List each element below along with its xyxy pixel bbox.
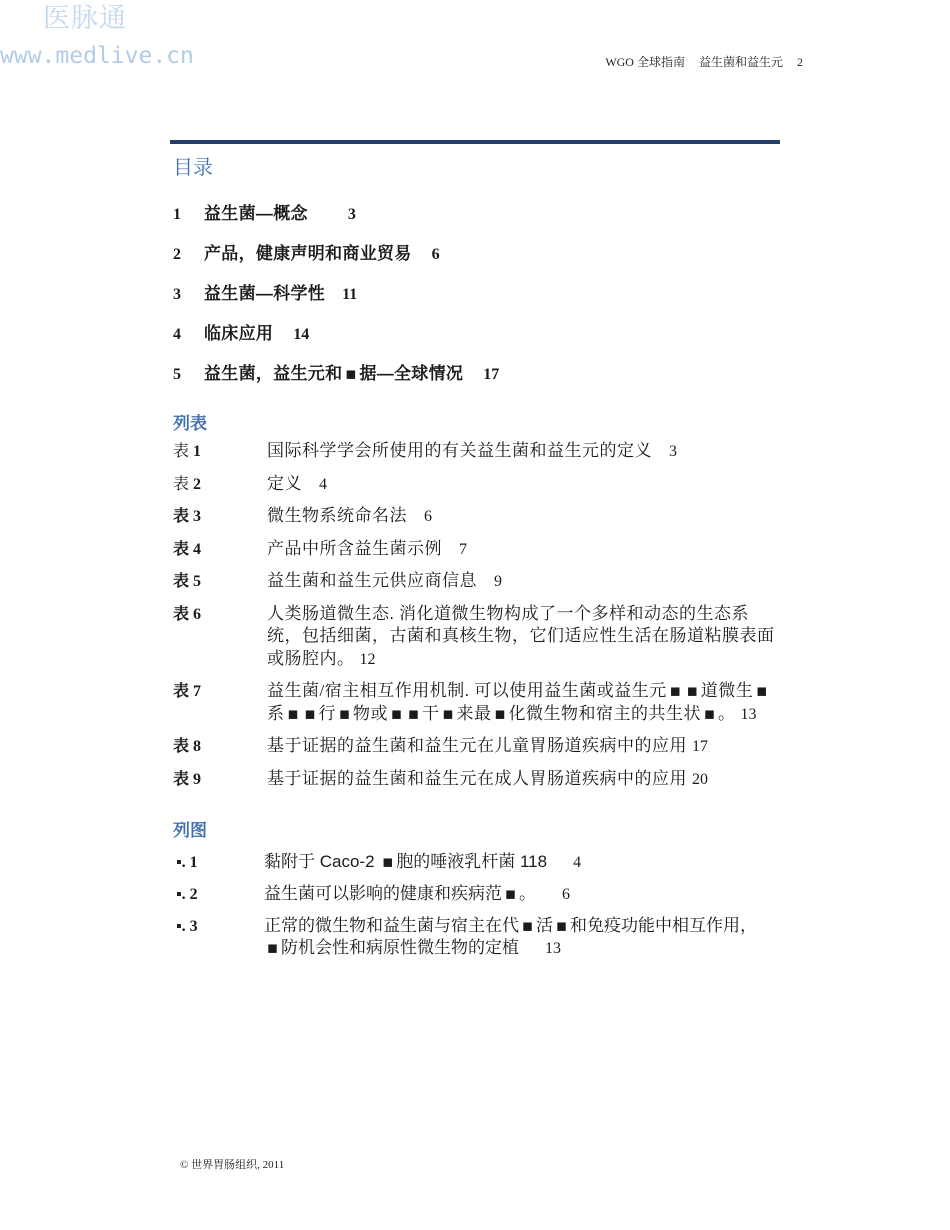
table-caption-line: 基于证据的益生菌和益生元在成人胃肠道疾病中的应用 bbox=[267, 768, 687, 788]
missing-glyph-box: ▪ bbox=[669, 681, 681, 701]
table-caption bbox=[267, 768, 708, 792]
table-label-number: 1 bbox=[193, 443, 202, 460]
figure-label-number: 3 bbox=[189, 918, 198, 935]
toc-entry bbox=[173, 202, 499, 226]
caption-line-row bbox=[264, 851, 581, 874]
table-caption-line: 系 ▪ ▪ 行 ▪ 物或 ▪ ▪ 干 ▪ 来最 ▪ 化微生物和宿主的共生状 ▪ 。 bbox=[267, 703, 736, 724]
table-page-number: 7 bbox=[459, 540, 467, 558]
caption-line-row bbox=[267, 603, 775, 626]
table-page-number: 20 bbox=[692, 770, 708, 788]
table-page-number: 13 bbox=[740, 705, 757, 723]
table-label bbox=[173, 506, 267, 529]
caption-line-row bbox=[264, 937, 757, 960]
table-caption-line: 国际科学学会所使用的有关益生菌和益生元的定义 bbox=[267, 441, 652, 460]
table-caption-line: 益生菌和益生元供应商信息 bbox=[267, 571, 477, 590]
figure-label bbox=[176, 852, 264, 874]
table-caption-line: 人类肠道微生态. 消化道微生物构成了一个多样和动态的生态系 bbox=[267, 603, 749, 623]
missing-glyph-box: ▪ bbox=[521, 916, 534, 936]
toc-entry-page: 3 bbox=[347, 206, 356, 223]
toc-entry-number: 5 bbox=[173, 366, 181, 383]
table-caption bbox=[267, 570, 502, 594]
missing-glyph-box: ▪ bbox=[494, 703, 506, 724]
missing-glyph-box: ▪ bbox=[345, 364, 357, 384]
table-label-number: 2 bbox=[193, 475, 202, 493]
toc-entry-page: 14 bbox=[293, 326, 310, 343]
toc-entry-title: 益生菌，益生元和 ▪ 据—全球情况 bbox=[204, 364, 464, 384]
figure-list-title: 列图 bbox=[173, 821, 207, 840]
toc-entry-page: 17 bbox=[483, 366, 500, 383]
caption-line-row bbox=[267, 703, 770, 727]
table-list bbox=[173, 440, 775, 800]
table-caption-line: 益生菌/宿主相互作用机制. 可以使用益生菌或益生元 ▪ ▪ 道微生 ▪ bbox=[267, 681, 770, 700]
table-page-number: 6 bbox=[424, 508, 432, 525]
table-label-number: 8 bbox=[193, 738, 202, 755]
figure-page-number: 4 bbox=[573, 854, 582, 871]
table-caption-line: 基于证据的益生菌和益生元在儿童胃肠道疾病中的应用 bbox=[267, 736, 687, 755]
figure-page-number: 13 bbox=[545, 940, 561, 957]
figure-list-item bbox=[176, 915, 757, 960]
toc-entry-number: 4 bbox=[173, 326, 181, 343]
figure-caption-line: 黏附于 Caco-2 ▪ 胞的唾液乳杆菌 118 bbox=[264, 852, 548, 872]
table-page-number: 17 bbox=[692, 738, 708, 755]
toc-entry-page: 11 bbox=[342, 286, 358, 303]
toc-entry-number: 3 bbox=[173, 286, 181, 303]
table-list-item bbox=[173, 538, 775, 562]
missing-glyph-box: ▪ bbox=[266, 938, 279, 958]
table-page-number: 4 bbox=[319, 475, 327, 493]
table-label-prefix: 表 bbox=[173, 508, 190, 525]
toc-entry-title: 益生菌—概念 bbox=[204, 204, 308, 223]
table-caption bbox=[267, 603, 775, 672]
missing-glyph-box: ▪ bbox=[287, 703, 299, 724]
figure-label-number: 2 bbox=[189, 886, 198, 903]
running-header bbox=[605, 54, 803, 70]
table-label-prefix: 表 bbox=[173, 738, 190, 755]
figure-list bbox=[176, 851, 757, 969]
table-label-number: 4 bbox=[193, 540, 202, 558]
caption-line-row bbox=[267, 735, 708, 759]
table-label bbox=[173, 571, 267, 594]
table-list-item bbox=[173, 473, 775, 497]
table-label-prefix: 表 bbox=[173, 443, 190, 460]
figure-page-number: 6 bbox=[562, 886, 570, 903]
missing-glyph-box: ▪ bbox=[390, 703, 403, 724]
header-page-number: 2 bbox=[797, 55, 803, 69]
table-label bbox=[173, 681, 267, 704]
toc-entry bbox=[173, 282, 499, 306]
table-label-number: 3 bbox=[193, 508, 202, 525]
table-list-title: 列表 bbox=[173, 414, 207, 433]
table-label-prefix: 表 bbox=[173, 573, 190, 590]
table-label-prefix: 表 bbox=[173, 540, 190, 558]
caption-line-row bbox=[267, 768, 708, 792]
table-label bbox=[173, 539, 267, 562]
missing-glyph-box: ▪ bbox=[555, 916, 568, 936]
caption-line-row bbox=[267, 473, 327, 497]
table-caption-line: 微生物系统命名法 bbox=[267, 506, 407, 525]
table-list-item bbox=[173, 570, 775, 594]
table-label-number: 5 bbox=[193, 573, 202, 590]
table-list-item bbox=[173, 603, 775, 672]
figure-label bbox=[176, 884, 264, 906]
table-page-number: 9 bbox=[494, 573, 502, 590]
toc-title: 目录 bbox=[173, 157, 213, 179]
table-caption-line: 或肠腔内。 bbox=[267, 648, 355, 668]
toc-entry-number: 1 bbox=[173, 206, 181, 223]
table-label bbox=[173, 604, 267, 627]
table-label-prefix: 表 bbox=[173, 605, 190, 623]
toc-entry-page: 6 bbox=[431, 246, 440, 263]
table-label bbox=[173, 769, 267, 792]
caption-line-row bbox=[267, 680, 770, 703]
table-label-number: 6 bbox=[193, 605, 202, 623]
figure-caption-line: 正常的微生物和益生菌与宿主在代 ▪ 活 ▪ 和免疫功能中相互作用， bbox=[264, 916, 757, 936]
missing-glyph-box: ▪ bbox=[407, 703, 420, 724]
figure-list-item bbox=[176, 883, 757, 906]
figure-caption-line: ▪ 防机会性和病原性微生物的定植 bbox=[264, 938, 519, 957]
missing-glyph-box: ▪ bbox=[504, 884, 517, 904]
header-rule bbox=[170, 140, 780, 144]
table-caption bbox=[267, 440, 677, 464]
missing-glyph-box: ▪ bbox=[755, 681, 768, 701]
figure-caption-line: 益生菌可以影响的健康和疾病范 ▪ 。 bbox=[264, 884, 536, 904]
caption-line-row bbox=[267, 440, 677, 464]
toc-entry bbox=[173, 322, 499, 346]
table-caption bbox=[267, 505, 432, 529]
table-caption bbox=[267, 735, 708, 759]
caption-line-row bbox=[267, 505, 432, 529]
table-label bbox=[173, 474, 267, 497]
header-topic: 益生菌和益生元 bbox=[698, 55, 783, 69]
table-list-item bbox=[173, 768, 775, 792]
missing-glyph-box: ▪ bbox=[338, 703, 351, 724]
figure-label-prefix: ▪. bbox=[176, 854, 186, 871]
figure-label-prefix: ▪. bbox=[176, 918, 186, 935]
figure-label bbox=[176, 916, 264, 938]
watermark-url: www.medlive.cn bbox=[0, 43, 194, 69]
table-label-number: 9 bbox=[193, 770, 202, 788]
toc-entry-title: 产品，健康声明和商业贸易 bbox=[204, 244, 412, 263]
table-list-item bbox=[173, 735, 775, 759]
table-caption-line: 定义 bbox=[267, 473, 302, 493]
caption-line-row bbox=[267, 625, 775, 648]
toc-entry bbox=[173, 242, 499, 266]
table-label-number: 7 bbox=[193, 683, 202, 700]
table-list-item bbox=[173, 505, 775, 529]
toc-entry-number: 2 bbox=[173, 246, 181, 263]
figure-caption bbox=[264, 883, 570, 906]
table-label-prefix: 表 bbox=[173, 683, 190, 700]
watermark-brand: 医脉通 bbox=[43, 3, 127, 34]
table-page-number: 3 bbox=[669, 443, 677, 460]
caption-line-row bbox=[264, 883, 570, 906]
table-label bbox=[173, 736, 267, 759]
table-list-item bbox=[173, 680, 775, 726]
table-page-number: 12 bbox=[359, 650, 376, 668]
table-caption bbox=[267, 680, 770, 726]
table-caption-line: 统，包括细菌，古菌和真核生物，它们适应性生活在肠道粘膜表面 bbox=[267, 626, 775, 645]
missing-glyph-box: ▪ bbox=[703, 703, 716, 724]
figure-caption bbox=[264, 851, 581, 874]
table-caption-line: 产品中所含益生菌示例 bbox=[267, 538, 442, 558]
missing-glyph-box: ▪ bbox=[686, 681, 698, 701]
figure-list-item bbox=[176, 851, 757, 874]
figure-label-prefix: ▪. bbox=[176, 886, 186, 903]
missing-glyph-box: ▪ bbox=[442, 703, 454, 724]
table-list-item bbox=[173, 440, 775, 464]
toc-entry-title: 益生菌—科学性 bbox=[204, 284, 326, 303]
missing-glyph-box: ▪ bbox=[304, 703, 316, 724]
footer-copyright: © 世界胃肠组织, 2011 bbox=[180, 1159, 285, 1171]
toc-entry bbox=[173, 362, 499, 386]
table-caption bbox=[267, 473, 327, 497]
missing-glyph-box: ▪ bbox=[381, 852, 394, 872]
figure-label-number: 1 bbox=[189, 854, 198, 871]
toc-entry-title: 临床应用 bbox=[204, 324, 274, 343]
table-caption bbox=[267, 538, 467, 562]
caption-line-row bbox=[267, 570, 502, 594]
table-label bbox=[173, 441, 267, 464]
table-label-prefix: 表 bbox=[173, 770, 190, 788]
figure-caption bbox=[264, 915, 757, 960]
header-guide-title: WGO 全球指南 bbox=[605, 55, 685, 69]
caption-line-row bbox=[264, 915, 757, 937]
toc-list bbox=[173, 202, 499, 402]
table-label-prefix: 表 bbox=[173, 475, 190, 493]
caption-line-row bbox=[267, 538, 467, 562]
caption-line-row bbox=[267, 648, 775, 672]
